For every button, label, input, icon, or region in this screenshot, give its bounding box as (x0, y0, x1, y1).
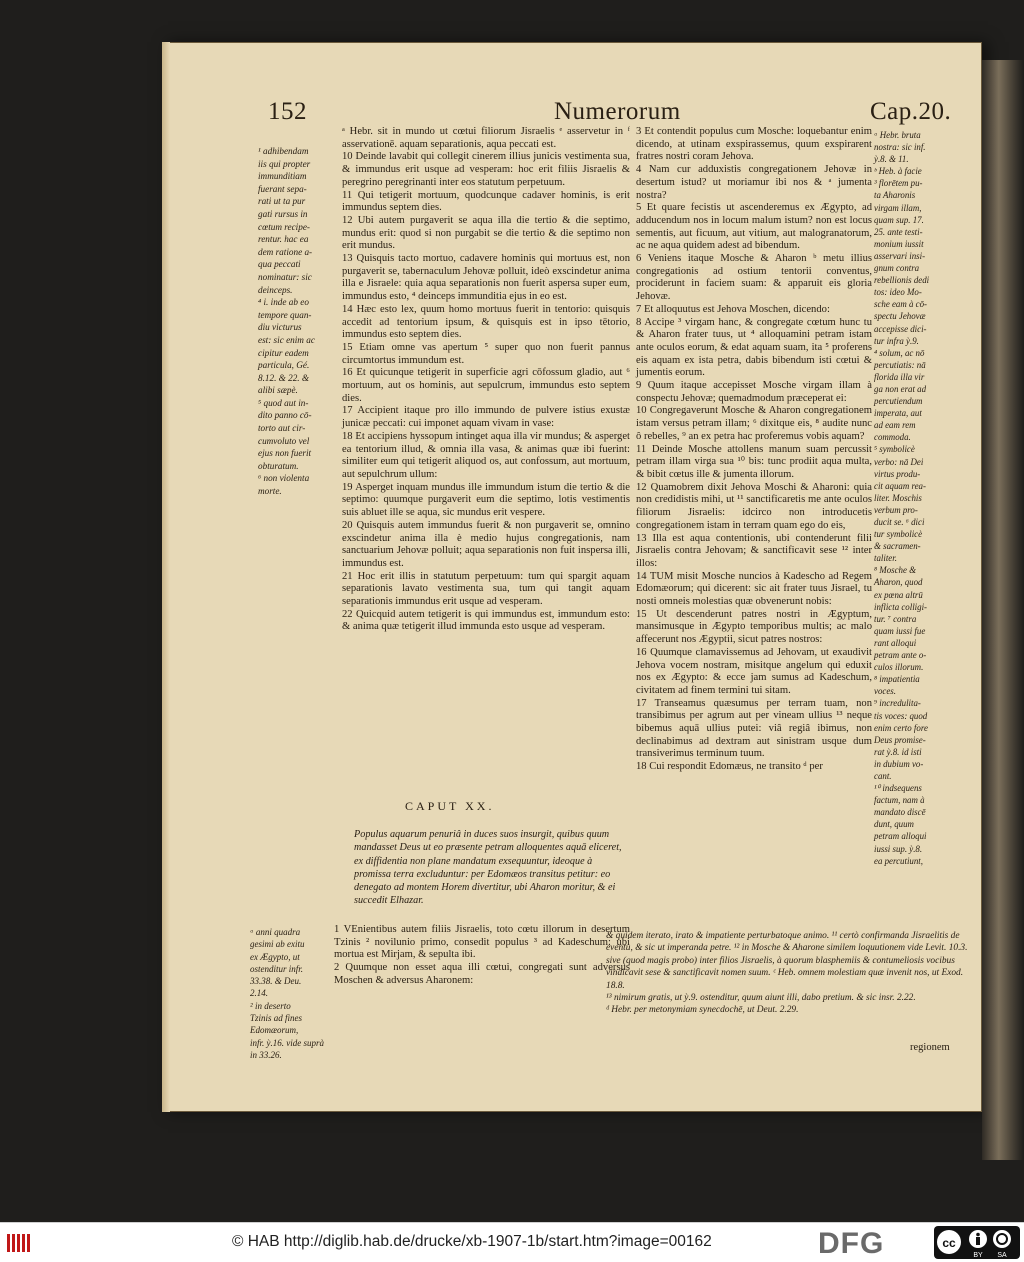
margin-note-line: in dubium vo- (874, 758, 924, 769)
verse-paragraph: 11 Deinde Mosche attollens manum suam percussit petram illam virga sua ¹⁰ bis: tunc prodiit aqua multa, & bibit cœtus ille & jumenta illorum. (636, 443, 872, 480)
margin-note-line: qua peccati (258, 259, 301, 270)
verse-paragraph: 17 Accipient itaque pro illo immundo de pulvere istius exustæ junicæ peccati: cui imponet aquam vivam in vase: (342, 405, 630, 430)
margin-note-line: dem ratione a- (258, 246, 313, 257)
margin-note-line: petram ante o- (874, 650, 927, 661)
verse-paragraph: 16 Et quicunque tetigerit in superficie agri cōfossum gladio, aut ⁶ mortuum, aut os hominis, aut sepulcrum, immundus esto septem dies. (342, 367, 630, 404)
margin-note-line: monium iussit (874, 238, 924, 249)
margin-note-line: ᵇ Heb. à facie (874, 166, 922, 177)
margin-note-line: cit aquam rea- (874, 480, 926, 491)
margin-note-line: ⁵ symbolicè (874, 444, 915, 455)
margin-note-line: ex pœna altrū (874, 589, 923, 600)
margin-note-line: Deus promise- (874, 734, 926, 745)
verse-paragraph: 21 Hoc erit illis in statutum perpetuum: tum qui spargit aquam separationis lavato vestimenta sua, tum qui tangit aquam separationis immundus erit usque ad vesperam. (342, 570, 630, 608)
verse-paragraph: 10 Deinde lavabit qui collegit cinerem illius junicis vestimenta sua, & immundus erit usque ad vesperam: hoc erit filiis Jisraelis & peregrino peregrinanti inter eos statutum perpetuum. (342, 151, 630, 188)
verse-paragraph: 6 Veniens itaque Mosche & Aharon ᵇ metu illius congregationis ad ostium tentorii conventus, prociderunt in faciem suam: & apparuit eis gloria Jehovæ. (636, 253, 872, 303)
margin-note-line: rentur. hac ea (258, 234, 309, 245)
margin-note-line: tur symbolicè (874, 529, 923, 540)
left-column-text (342, 126, 630, 634)
margin-note-line: ⁸ impatientia (874, 674, 920, 685)
margin-note-line: deinceps. (258, 284, 293, 295)
margin-note-line: ex Ægypto, ut (250, 951, 300, 962)
verse-paragraph: 18 Et accipiens hyssopum intinget aqua illa vir mundus; & asperget ea tentorium illud, & omnia illa vasa, & animas quæ ibi fuerint: similiter eum qui tetigerit aliquod os, aut confossum, aut mortuum, aut sepulchrum ullum: (342, 430, 630, 480)
verse-paragraph: 13 Illa est aqua contentionis, ubi contenderunt filii Jisraelis contra Jehovam; & sanctificavit sese ¹² inter illos: (636, 532, 872, 569)
margin-note-line: morte. (258, 486, 282, 497)
margin-note-line: gesimi ab exitu (250, 939, 305, 950)
margin-note-line: florida illa vir (874, 371, 925, 382)
verse-paragraph: 4 Nam cur adduxistis congregationem Jehovæ in desertum istud? ut moriamur ibi nos & ᵃ jumenta nostra? (636, 164, 872, 201)
margin-note-line: ỳ.8. & 11. (874, 154, 909, 165)
margin-note-line: dito panno cō- (258, 410, 312, 421)
footnote: & quidem iterato, irato & impatiente perturbatoque animo. ¹¹ certò confirmanda Jisraelitis de eventu, & sic ut imperanda petre. ¹² in Mosche & Aharone similem loquutionem vide Levit. 10.3. sive (quod magis probo) inter filios Jisraelis, à quorum blasphemiis & contumeliosis vocibus vindicavit sese & sanctificavit nomen suum. ᶜ Heb. omnem molestiam quæ invenit nos, ut Exod. 18.8. (606, 931, 968, 991)
margin-note-line: Tzinis ad fines (250, 1013, 303, 1024)
margin-note-line: factum, nam à (874, 795, 925, 806)
margin-note-line: petram alloqui (874, 831, 927, 842)
verse-paragraph: 7 Et alloquutus est Jehova Moschen, dicendo: (636, 303, 830, 315)
left-margin-notes (258, 145, 340, 498)
margin-note-line: & sacramen- (874, 541, 921, 552)
margin-note-line: ⁶ non violenta (258, 473, 310, 484)
margin-note-line: tis voces: quod (874, 710, 928, 721)
chapter-heading: CAPUT XX. (405, 799, 495, 813)
margin-note-line: ³ florētem pu- (874, 178, 923, 189)
margin-note-line: ᵃ anni quadra (250, 927, 301, 937)
svg-text:cc: cc (942, 1236, 956, 1250)
verse-paragraph: 8 Accipe ³ virgam hanc, & congregate cœtum hunc tu & Aharon frater tuus, ut ⁴ alloquamini petram istam ante oculos eorum, & edat aquam suam, ita ⁵ proferens eis aquam ex ista petra, dabis bibendum isti cœtui & jumentis eorum. (636, 316, 872, 379)
margin-note-line: 25. ante testi- (874, 226, 923, 237)
margin-note-line: taliter. (874, 553, 897, 564)
margin-note-line: iussi sup. ỳ.8. (874, 843, 923, 854)
margin-note-line: fuerant sepa- (258, 183, 307, 194)
chapter-label: Cap.20. (870, 98, 952, 125)
margin-note-line: ga non erat ad (874, 383, 927, 394)
margin-note-line: ad eam rem (874, 420, 916, 431)
margin-note-line: obturatum. (258, 460, 299, 471)
margin-note-line: liter. Moschis (874, 492, 922, 503)
verse-paragraph: 15 Etiam omne vas apertum ⁵ super quo non fuerit pannus circumtortus immundum est. (342, 341, 630, 366)
margin-note-line: diu victurus (258, 322, 302, 333)
catchword: regionem (910, 1042, 950, 1053)
margin-note-line: ¹ adhibendam (258, 146, 309, 156)
verse-paragraph: 18 Cui respondit Edomæus, ne transito ᵈ per (636, 761, 823, 773)
margin-note-line: ejus non fuerit (258, 448, 312, 459)
margin-note-line: rebellionis dedi (874, 275, 930, 286)
verse-paragraph: 13 Quisquis tacto mortuo, cadavere hominis qui mortuus est, non purgaverit se, tabernaculum Jehovæ polluit, ideò exscindetur anima illa e Jisraele: quia aqua separationis non fuerit aspersa super eum, immundus esto, ⁴ deinceps immunditia ejus in eo est. (342, 253, 630, 303)
margin-note-line: asservari insi- (874, 250, 926, 261)
margin-note-line: virtus produ- (874, 468, 921, 479)
svg-text:BY: BY (973, 1252, 983, 1259)
margin-note-line: rant alloqui (874, 637, 917, 648)
scanned-page (162, 42, 982, 1112)
margin-note-line: cipitur eadem (258, 347, 309, 358)
running-title: Numerorum (554, 98, 681, 125)
dfg-logo: DFG (818, 1227, 885, 1260)
verse-paragraph: 19 Asperget inquam mundus ille immundum istum die tertio & die septimo: quumque purgaverit eum die septimo, lotis vestimentis suis abluet ille se aqua, sic mundus erit vespere. (342, 481, 630, 519)
verse-paragraph: 12 Quamobrem dixit Jehova Moschi & Aharoni: quia non credidistis mihi, ut ¹¹ sanctificaretis me ante oculos filiorum Jisraelis: idcirco non introducetis congregationem istam in terram quam ego do eis, (636, 481, 872, 531)
verse-paragraph: 14 TUM misit Mosche nuncios à Kadescho ad Regem Edomæorum; qui dicerent: sic ait frater tuus Jisrael, tu nosti omneis molestias quæ obvenerunt nobis: (636, 570, 872, 608)
chapter-opening-text (334, 924, 630, 988)
margin-note-line: enim certo fore (874, 722, 928, 733)
margin-note-line: ᵃ Hebr. bruta (874, 130, 921, 140)
verse-paragraph: 14 Hæc esto lex, quum homo mortuus fuerit in tentorio: quisquis accedit ad tentorium ipsum, & quisquis est in ipso tētorio, immundus esto septem dies. (342, 303, 630, 341)
margin-note-line: spectu Jehovæ (874, 311, 926, 322)
cc-license-icon[interactable] (934, 1226, 1020, 1259)
verse-paragraph: ᵃ Hebr. sit in mundo ut cœtui filiorum Jisraelis ᵉ asservetur in ᶠ asservationē. aquam separationis, aqua peccati est. (342, 126, 630, 150)
verse-paragraph: 11 Qui tetigerit mortuum, quodcunque cadaver hominis, is erit immundus septem dies. (342, 189, 630, 214)
margin-note-line: ⁹ incredulita- (874, 698, 921, 709)
margin-note-line: immunditiam (258, 171, 307, 182)
margin-note-line: nostra: sic inf. (874, 142, 926, 153)
margin-note-line: voces. (874, 686, 896, 697)
bottom-margin-notes (250, 926, 332, 1061)
margin-note-line: rat ỳ.8. id isti (874, 746, 922, 757)
margin-note-line: commoda. (874, 432, 911, 443)
verse-paragraph: 9 Quum itaque accepisset Mosche virgam illam à conspectu Jehovæ; quemadmodum præceperat ei: (636, 380, 872, 404)
verse-paragraph: 1 VEnientibus autem filiis Jisraelis, toto cœtu illorum in desertum Tzinis ² novilunio primo, consedit populus ³ ad Kadeschum: ubi mortua est Mirjam, & sepulta ibi. (334, 924, 630, 961)
verse-paragraph: 20 Quisquis autem immundus fuerit & non purgaverit se, omnino exscindetur anima illa è medio hujus congregationis, nam sanctuarium Jehovæ polluit; aqua separationis non fuit inspersa illi, immundus est. (342, 519, 630, 569)
margin-note-line: torto aut cir- (258, 423, 306, 434)
margin-note-line: 2.14. (250, 988, 268, 999)
margin-note-line: ¹⁰ indsequens (874, 783, 922, 794)
margin-note-line: percutiatis: nā (874, 359, 926, 370)
margin-note-line: Edomæorum, (250, 1025, 299, 1036)
margin-note-line: gati rursus in (258, 208, 308, 219)
margin-note-line: ⁵ quod aut in- (258, 397, 309, 408)
verse-paragraph: 22 Quicquid autem tetigerit is qui immundus est, immundum esto: & anima quæ tetigerit illud immunda esto usque ad vesperam. (342, 608, 630, 633)
margin-note-line: dunt, quum (874, 819, 914, 830)
margin-note-line: tur infra ỳ.9. (874, 335, 919, 346)
margin-note-line: quam sup. 17. (874, 214, 924, 225)
right-column-text (636, 126, 872, 774)
margin-note-line: ostenditur infr. (250, 963, 304, 974)
margin-note-line: particula, Gé. (258, 360, 310, 371)
margin-note-line: rati ut ta pur (258, 196, 306, 207)
margin-note-line: alibi sæpè. (258, 385, 298, 396)
margin-note-line: accepisse dici- (874, 323, 927, 334)
margin-note-line: inflicta colligi- (874, 601, 927, 612)
margin-note-line: ea percutiunt, (874, 855, 923, 866)
verse-paragraph: 3 Et contendit populus cum Mosche: loquebantur enim dicendo, at utinam exspirassemus, quum exspirarent fratres nostri coram Jehova. (636, 126, 872, 163)
margin-note-line: 33.38. & Deu. (250, 976, 302, 987)
chapter-summary: Populus aquarum penuriâ in duces suos insurgit, quibus quum mandasset Deus ut eo præsente petram alloquentes aquā eliceret, ex diffidentia non plane mandatum exsequuntur, ideoque à promissa terra excluduntur: per Edomæos transitus petitur: eo denegato ad montem Horem divertitur, ubi Aharon moritur, & ei succedit Elhazar. (354, 829, 622, 907)
margin-note-line: imperata, aut (874, 408, 922, 419)
margin-note-line: verbum pro- (874, 504, 918, 515)
footer-bar (0, 1222, 1024, 1262)
margin-note-line: mandato discē (874, 807, 926, 818)
margin-note-line: Aharon, quod (874, 577, 923, 588)
margin-note-line: tur. ⁷ contra (874, 613, 917, 624)
verse-paragraph: 2 Quumque non esset aqua illi cœtui, congregati sunt adversus Moschen & adversus Aharonem: (334, 962, 630, 986)
verse-paragraph: 12 Ubi autem purgaverit se aqua illa die tertio & die septimo, mundus erit: quod si non purgabit se die tertio & die septimo non erit mundus. (342, 214, 630, 252)
margin-note-line: cumvoluto vel (258, 435, 310, 446)
book-edge (982, 60, 1024, 1160)
margin-note-line: nominatur: sic (258, 271, 312, 282)
margin-note-line: virgam illam, (874, 202, 922, 213)
margin-note-line: gnum contra (874, 263, 920, 274)
margin-note-line: cant. (874, 770, 892, 781)
margin-note-line: ⁸ Mosche & (874, 565, 917, 576)
margin-note-line: tos: ideo Mo- (874, 287, 922, 298)
verse-paragraph: 5 Et quare fecistis ut ascenderemus ex Ægypto, ad adducendum nos in locum malum istum? non est locus sementis, aut ficuum, aut vitium, aut malogranatorum, ac ne aqua quidem adest ad bibendum. (636, 202, 872, 252)
verse-paragraph: 10 Congregaverunt Mosche & Aharon congregationem istam versus petram illam; ⁶ dixitque eis, ⁸ audite nunc ô rebelles, ⁹ an ex petra hac proferemus vobis aquam? (636, 405, 872, 442)
margin-note-line: ⁴ solum, ac nō (874, 347, 925, 358)
verse-paragraph: 16 Quumque clamavissemus ad Jehovam, ut exaudivit Jehova vocem nostram, misitque angelum qui eduxit nos ex Ægypto: & ecce jam sumus ad Kadeschum, civitatem ad finem termini tui sitam. (636, 646, 872, 696)
margin-note-line: ducit se. ⁶ dici (874, 517, 925, 527)
margin-note-line: iis qui propter (258, 158, 311, 169)
margin-note-line: ⁴ i. inde ab eo (258, 297, 309, 308)
margin-note-line: culos illorum. (874, 662, 924, 673)
margin-note-line: percutiendum (874, 396, 923, 407)
copyright-link[interactable]: © HAB http://diglib.hab.de/drucke/xb-1907-1b/start.htm?image=00162 (232, 1233, 712, 1250)
footnote: ᵈ Hebr. per metonymiam synecdochē, ut Deut. 2.29. (606, 1005, 799, 1016)
margin-note-line: cœtum recipe- (258, 221, 310, 232)
verse-paragraph: 17 Transeamus quæsumus per terram tuam, non transibimus per agrum aut per vineam ullius ¹³ neque bibemus aquā ullius putei: viâ regiâ ibimus, non declinabimus ad dextram aut sinistram usque dum transiverimus terminum tuum. (636, 697, 872, 760)
margin-note-line: est: sic enim ac (258, 334, 315, 345)
margin-note-line: infr. ỳ.16. vide suprà in 33.26. (250, 1037, 324, 1060)
margin-note-line: 8.12. & 22. & (258, 372, 310, 383)
margin-note-line: ta Aharonis (874, 190, 916, 201)
page-number: 152 (268, 98, 307, 125)
footnote: ¹³ nimirum gratis, ut ỳ.9. ostenditur, quum aiunt illi, dabo pretium. & sic insr. 2.22. (606, 993, 916, 1004)
library-logo-icon (6, 1232, 34, 1254)
margin-note-line: quam iussi fue (874, 625, 926, 636)
margin-note-line: ² in deserto (250, 1000, 291, 1011)
margin-note-line: verbo: nā Dei (874, 456, 924, 467)
margin-note-line: tempore quan- (258, 309, 312, 320)
right-margin-notes (874, 129, 974, 867)
verse-paragraph: 15 Ut descenderunt patres nostri in Ægyptum, mansimusque in Ægypto temporibus multis; ac malo affecerunt nos Ægyptii, sicut patres nostros: (636, 608, 872, 646)
footnotes (606, 930, 978, 1017)
svg-text:SA: SA (997, 1252, 1007, 1259)
margin-note-line: sche eam à cō- (874, 299, 927, 310)
